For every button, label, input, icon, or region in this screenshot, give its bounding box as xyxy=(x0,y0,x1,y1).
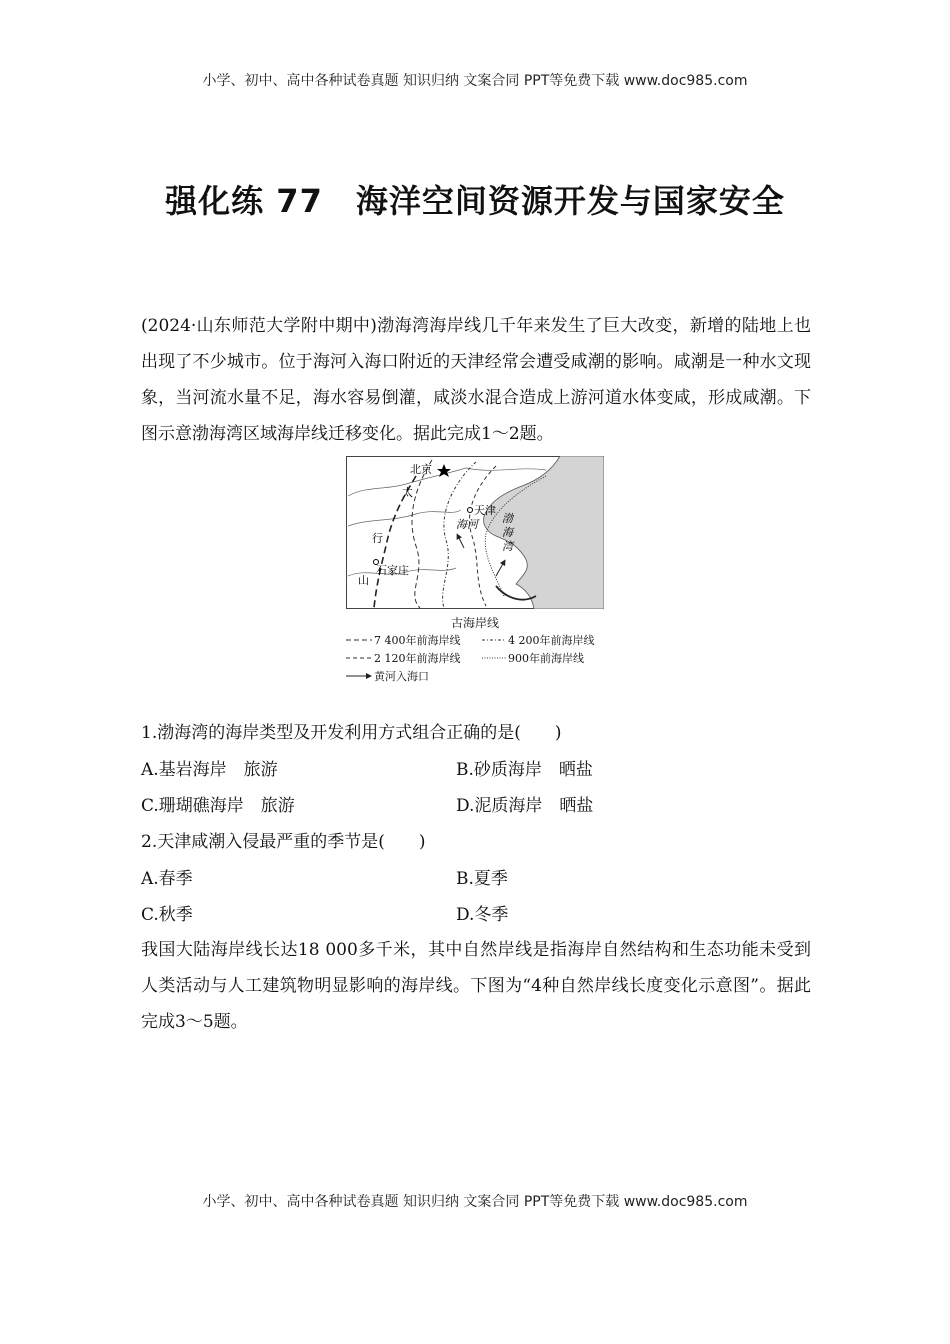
question-1-option-a: A.基岩海岸 旅游 xyxy=(141,760,278,780)
legend-900: 900年前海岸线 xyxy=(508,652,584,665)
map-label-beijing: 北京 xyxy=(410,463,432,476)
question-1-option-c: C.珊瑚礁海岸 旅游 xyxy=(141,796,295,816)
question-1-option-b: B.砂质海岸 晒盐 xyxy=(456,760,593,780)
map-label-haihe: 海河 xyxy=(456,518,478,531)
legend-7400: 7 400年前海岸线 xyxy=(374,634,461,647)
legend-4200: 4 200年前海岸线 xyxy=(508,634,595,647)
map-label-tianjin: 天津 xyxy=(474,504,496,517)
intro-paragraph-1: (2024·山东师范大学附中期中)渤海湾海岸线几千年来发生了巨大改变，新增的陆地上也出现了不少城市。位于海河入海口附近的天津经常会遭受咸潮的影响。咸潮是一种水文现象，当河流水量不足，海水容易倒灌，咸淡水混合造成上游河道水体变咸，形成咸潮。下图示意渤海湾区域海岸线迁移变化。据此完成1～2题。 xyxy=(141,316,811,444)
legend-yellow-river-mouth: 黄河入海口 xyxy=(346,668,429,684)
map-label-taihang-1: 太 xyxy=(402,486,413,499)
question-2-option-a: A.春季 xyxy=(141,869,193,889)
legend-2120: 2 120年前海岸线 xyxy=(374,652,461,665)
legend-title: 古海岸线 xyxy=(450,616,499,630)
question-1-option-d: D.泥质海岸 晒盐 xyxy=(456,796,594,816)
map-label-taihang-3: 山 xyxy=(358,574,369,587)
map-label-bohai-3: 湾 xyxy=(502,540,513,553)
tianjin-marker-icon xyxy=(468,508,473,513)
bohai-coastline-map xyxy=(346,456,604,609)
page-title: 强化练 77 海洋空间资源开发与国家安全 xyxy=(165,182,785,220)
page-header: 小学、初中、高中各种试卷真题 知识归纳 文案合同 PPT等免费下载 www.doc985.com xyxy=(202,73,748,89)
question-2-option-b: B.夏季 xyxy=(456,869,508,889)
map-label-taihang-2: 行 xyxy=(372,532,383,545)
question-1-stem: 1.渤海湾的海岸类型及开发利用方式组合正确的是( ) xyxy=(141,723,562,743)
question-2-stem: 2.天津咸潮入侵最严重的季节是( ) xyxy=(141,832,426,852)
map-label-bohai-1: 渤 xyxy=(502,512,513,525)
question-2-option-d: D.冬季 xyxy=(456,905,509,925)
map-label-shijiazhuang: 石家庄 xyxy=(376,564,409,577)
map-label-bohai-2: 海 xyxy=(502,526,513,539)
page-footer: 小学、初中、高中各种试卷真题 知识归纳 文案合同 PPT等免费下载 www.doc985.com xyxy=(202,1194,748,1210)
intro-paragraph-2: 我国大陆海岸线长达18 000多千米，其中自然岸线是指海岸自然结构和生态功能未受到人类活动与人工建筑物明显影响的海岸线。下图为“4种自然岸线长度变化示意图”。据此完成3～5题。 xyxy=(141,940,811,1032)
question-2-option-c: C.秋季 xyxy=(141,905,193,925)
